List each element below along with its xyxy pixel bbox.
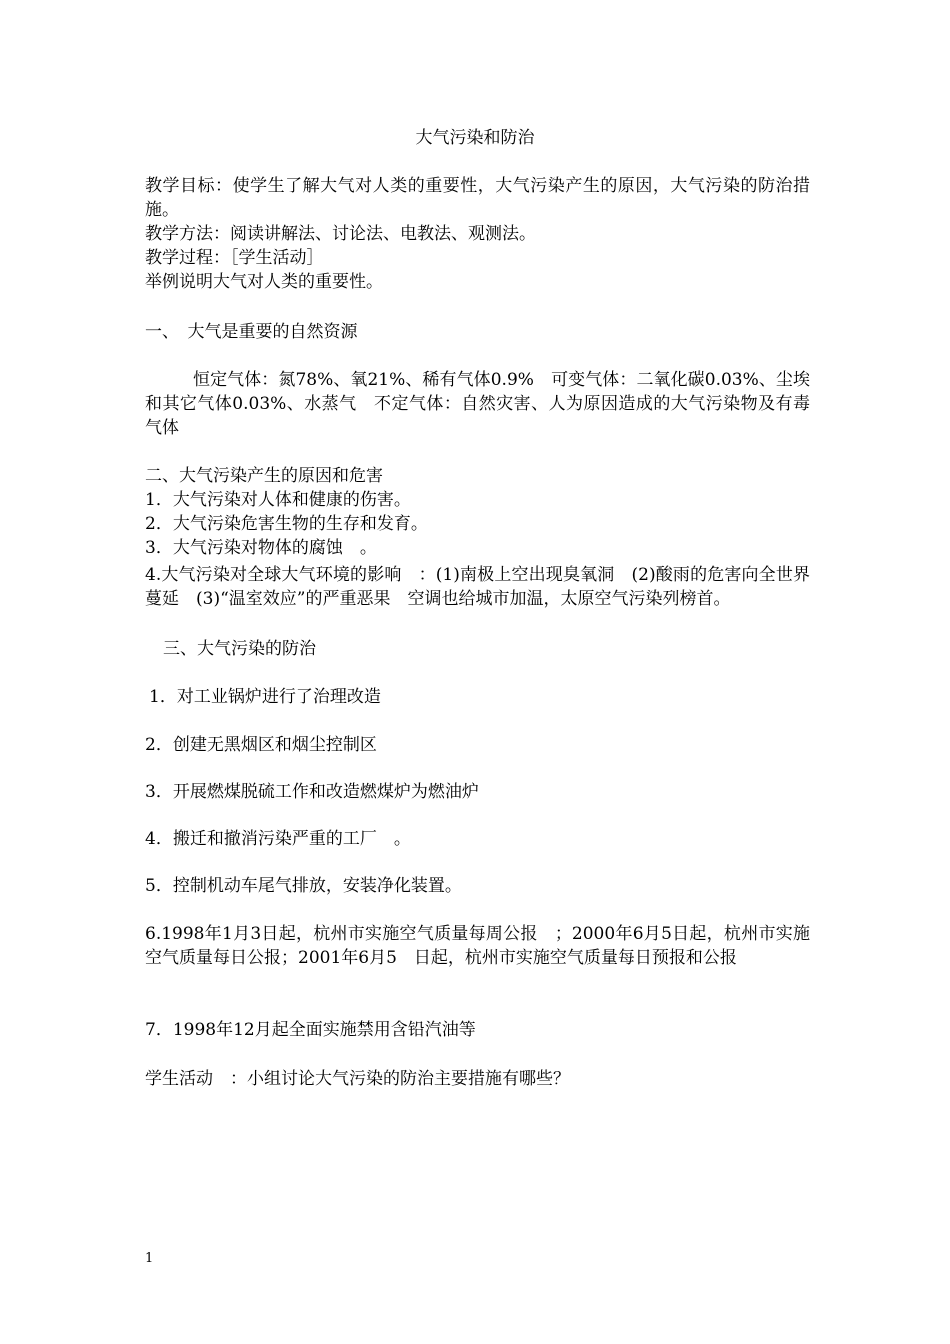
section3-item: 2．创建无黑烟区和烟尘控制区	[145, 735, 377, 755]
section3-item6: 6.1998年1月3日起，杭州市实施空气质量每周公报 ；2000年6月5日起，杭州市实施空气质量每日公报；2001年6月5 日起，杭州市实施空气质量每日预报和公报	[145, 924, 810, 968]
page-number: 1	[145, 1251, 154, 1266]
section2-item: 1．大气污染对人体和健康的伤害。	[145, 490, 411, 510]
section2-item: 2．大气污染危害生物的生存和发育。	[145, 514, 428, 534]
section1-body: 恒定气体：氮78%、氧21%、稀有气体0.9% 可变气体：二氧化碳0.03%、尘埃和其它气体0.03%、水蒸气 不定气体：自然灾害、人为原因造成的大气污染物及有毒气体	[145, 370, 810, 438]
section2-item: 3．大气污染对物体的腐蚀 。	[145, 538, 377, 558]
example-prompt: 举例说明大气对人类的重要性。	[145, 272, 383, 292]
section3-item: 3．开展燃煤脱硫工作和改造燃煤炉为燃油炉	[145, 782, 479, 802]
section3-item: 1．对工业锅炉进行了治理改造	[149, 687, 381, 707]
teaching-process: 教学过程：［学生活动］	[145, 248, 324, 268]
section3-item: 5．控制机动车尾气排放，安装净化装置。	[145, 876, 462, 896]
section3-item: 4．搬迁和撤消污染严重的工厂 。	[145, 829, 411, 849]
section2-item4: 4.大气污染对全球大气环境的影响 ：(1)南极上空出现臭氧洞 (2)酸雨的危害向全世界蔓延 (3)“温室效应”的严重恶果 空调也给城市加温，太原空气污染列榜首。	[145, 565, 810, 609]
teaching-methods: 教学方法：阅读讲解法、讨论法、电教法、观测法。	[145, 224, 536, 244]
section3-item7: 7．1998年12月起全面实施禁用含铅汽油等	[145, 1020, 476, 1040]
section1-heading: 一、 大气是重要的自然资源	[145, 322, 358, 342]
document-title: 大气污染和防治	[415, 128, 535, 148]
section2-heading: 二、大气污染产生的原因和危害	[145, 466, 383, 486]
teaching-objectives: 教学目标：使学生了解大气对人类的重要性，大气污染产生的原因，大气污染的防治措施。	[145, 176, 810, 220]
section3-heading: 三、大气污染的防治	[163, 639, 316, 659]
student-activity: 学生活动 ：小组讨论大气污染的防治主要措施有哪些？	[145, 1069, 570, 1089]
